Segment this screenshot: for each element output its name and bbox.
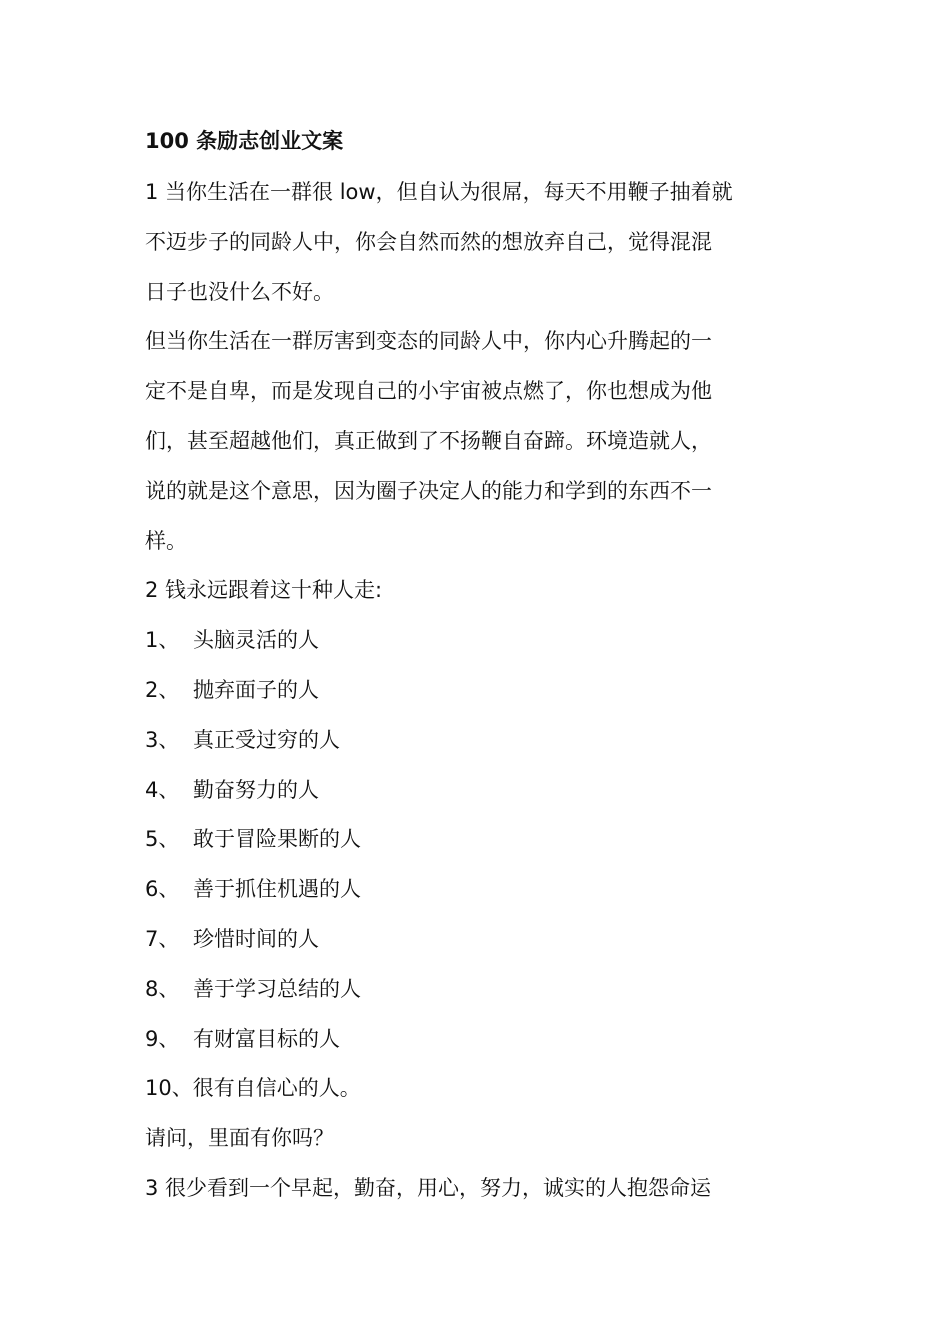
text-line: 说的就是这个意思，因为圈子决定人的能力和学到的东西不一 — [145, 478, 712, 503]
list-number: 2、 — [145, 677, 180, 702]
list-number: 3、 — [145, 727, 180, 752]
list-item — [145, 915, 810, 965]
list-text: 有财富目标的人 — [193, 1026, 340, 1051]
text-line: 日子也没什么不好。 — [145, 279, 334, 304]
list-number: 9、 — [145, 1026, 180, 1051]
list-item — [145, 1064, 810, 1114]
list-text: 勤奋努力的人 — [193, 777, 319, 802]
list-text: 珍惜时间的人 — [193, 926, 319, 951]
list-item — [145, 766, 810, 816]
list-text: 善于抓住机遇的人 — [193, 877, 361, 902]
text-line: 请问，里面有你吗？ — [145, 1126, 334, 1151]
list-item — [145, 616, 810, 666]
text-line: 定不是自卑，而是发现自己的小宇宙被点燃了，你也想成为他 — [145, 379, 712, 404]
document-title: 100 条励志创业文案 — [145, 129, 344, 153]
list-text: 抛弃面子的人 — [193, 677, 319, 702]
paragraph-1b — [145, 317, 810, 566]
list-item — [145, 666, 810, 716]
list-text: 很有自信心的人。 — [192, 1076, 361, 1101]
list-text: 头脑灵活的人 — [193, 628, 319, 653]
list-item — [145, 815, 810, 865]
text-line: 3 很少看到一个早起，勤奋，用心，努力，诚实的人抱怨命运 — [145, 1175, 712, 1200]
section-2-heading — [145, 566, 810, 616]
list-item — [145, 716, 810, 766]
list-item — [145, 1015, 810, 1065]
text-line: 们，甚至超越他们，真正做到了不扬鞭自奋蹄。环境造就人， — [145, 428, 712, 453]
list-text: 善于学习总结的人 — [193, 976, 361, 1001]
list-number: 4、 — [145, 777, 180, 802]
text-line: 样。 — [145, 528, 187, 553]
paragraph-1 — [145, 168, 810, 317]
list-text: 真正受过穷的人 — [193, 727, 340, 752]
text-line: 不迈步子的同龄人中，你会自然而然的想放弃自己，觉得混混 — [145, 229, 712, 254]
money-list — [145, 616, 810, 1114]
document-body — [145, 120, 810, 1214]
list-number: 7、 — [145, 926, 180, 951]
list-item — [145, 865, 810, 915]
list-number: 10、 — [145, 1076, 193, 1101]
list-number: 5、 — [145, 827, 180, 852]
list-number: 1、 — [145, 628, 180, 653]
text-line: 2 钱永远跟着这十种人走: — [145, 578, 383, 603]
list-item — [145, 965, 810, 1015]
list-text: 敢于冒险果断的人 — [193, 827, 361, 852]
list-number: 6、 — [145, 877, 180, 902]
text-line: 但当你生活在一群厉害到变态的同龄人中，你内心升腾起的一 — [145, 329, 712, 354]
text-line: 1 当你生活在一群很 low，但自认为很屌，每天不用鞭子抽着就 — [145, 180, 733, 204]
paragraph-3 — [145, 1164, 810, 1214]
question-line — [145, 1114, 810, 1164]
list-number: 8、 — [145, 976, 180, 1001]
